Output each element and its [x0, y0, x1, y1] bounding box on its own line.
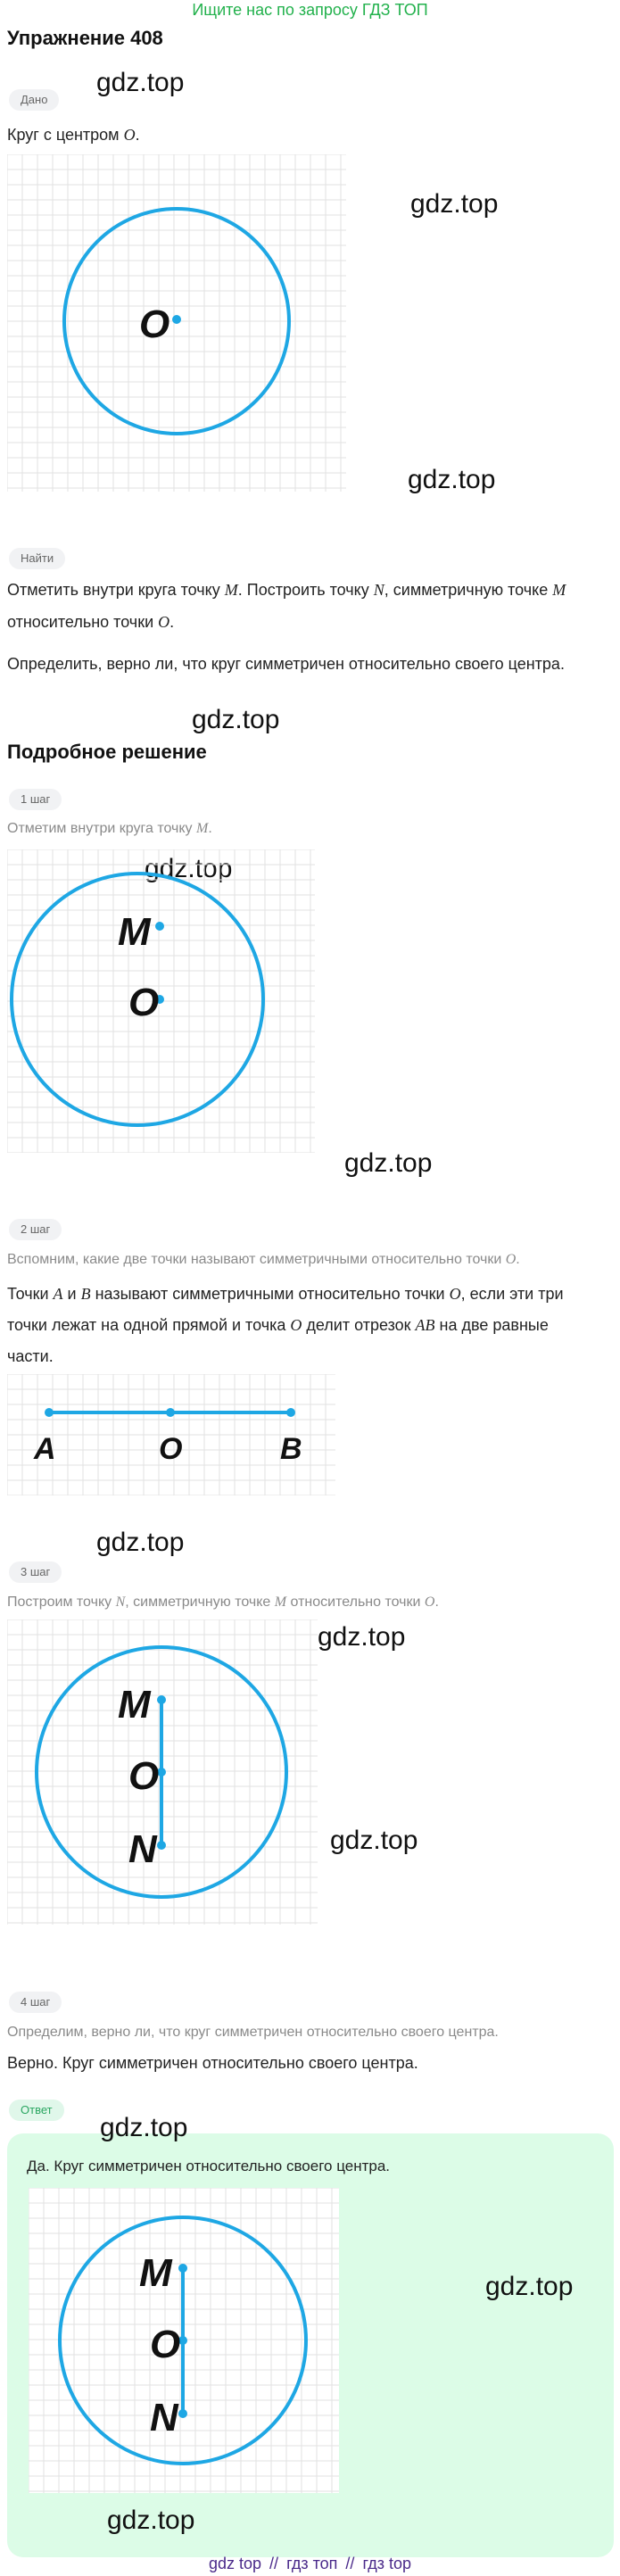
- find-line-3: Определить, верно ли, что круг симметричен относительно своего центра.: [7, 655, 565, 673]
- watermark: gdz.top: [96, 1528, 185, 1557]
- figure-step1: [7, 849, 315, 1153]
- point-b: [286, 1408, 295, 1417]
- label-m: M: [118, 910, 151, 954]
- answer-text: Да. Круг симметричен относительно своего центра.: [27, 2158, 391, 2174]
- step1-badge: 1 шаг: [9, 789, 62, 810]
- label-b: B: [280, 1432, 302, 1466]
- watermark: gdz.top: [107, 2506, 195, 2535]
- watermark: gdz.top: [344, 1148, 433, 1178]
- given-badge: Дано: [9, 89, 59, 111]
- step2-line-3: части.: [7, 1347, 54, 1365]
- footer-separator: //: [269, 2555, 279, 2572]
- step3-badge: 3 шаг: [9, 1561, 62, 1583]
- point-o: [172, 315, 181, 324]
- step3-text: Построим точку N, симметричную точке M относительно точки O.: [7, 1594, 439, 1610]
- find-line-1: Отметить внутри круга точку M. Построить точку N, симметричную точке M: [7, 581, 566, 599]
- footer-separator: //: [345, 2555, 355, 2572]
- find-badge: Найти: [9, 548, 65, 569]
- point-m: [157, 1695, 166, 1704]
- step2-gray: Вспомним, какие две точки называют симметричными относительно точки O.: [7, 1252, 520, 1267]
- point-a: [45, 1408, 54, 1417]
- label-a: A: [34, 1432, 56, 1466]
- label-n: N: [150, 2396, 178, 2439]
- watermark: gdz.top: [318, 1622, 406, 1652]
- watermark: gdz.top: [96, 68, 185, 97]
- point-m: [155, 922, 164, 931]
- watermark: gdz.top: [145, 854, 233, 883]
- label-o: O: [150, 2323, 181, 2366]
- page-title: Упражнение 408: [7, 27, 163, 49]
- label-n: N: [128, 1827, 157, 1871]
- label-o: O: [128, 981, 160, 1024]
- watermark: gdz.top: [410, 189, 499, 219]
- step4-badge: 4 шаг: [9, 1992, 62, 2013]
- watermark: gdz.top: [485, 2272, 574, 2301]
- point-n: [178, 2409, 187, 2418]
- watermark: gdz.top: [192, 705, 280, 734]
- footer-link-gdz-top-mixed[interactable]: гдз top: [362, 2555, 411, 2572]
- solution-title: Подробное решение: [7, 741, 207, 763]
- search-hint-link[interactable]: Ищите нас по запросу ГДЗ ТОП: [192, 1, 428, 19]
- watermark: gdz.top: [330, 1826, 418, 1855]
- point-o: [166, 1408, 175, 1417]
- watermark: gdz.top: [408, 465, 496, 494]
- step2-badge: 2 шаг: [9, 1219, 62, 1240]
- figure-step2-segment: [7, 1374, 335, 1495]
- point-n: [157, 1841, 166, 1850]
- label-m: M: [139, 2251, 172, 2295]
- footer-link-gdz-top[interactable]: gdz top: [208, 2555, 262, 2572]
- watermark: gdz.top: [100, 2113, 188, 2142]
- answer-badge: Ответ: [9, 2100, 64, 2121]
- figure-answer: [29, 2188, 339, 2493]
- label-o: O: [139, 302, 170, 346]
- label-o: O: [128, 1754, 160, 1798]
- label-o: O: [159, 1432, 183, 1466]
- find-line-2: относительно точки O.: [7, 613, 175, 631]
- footer-links: [0, 2555, 620, 2573]
- figure-step3: [7, 1619, 318, 1925]
- label-m: M: [118, 1683, 151, 1727]
- step2-line-2: точки лежат на одной прямой и точка O делит отрезок AB на две равные: [7, 1316, 549, 1334]
- footer-link-gdz-top-ru[interactable]: гдз топ: [286, 2555, 338, 2572]
- figure-given-circle: [7, 154, 346, 492]
- step1-text: Отметим внутри круга точку M.: [7, 821, 212, 836]
- step4-text: Верно. Круг симметричен относительно своего центра.: [7, 2054, 418, 2072]
- given-text: Круг с центром O.: [7, 126, 140, 144]
- step2-line-1: Точки A и B называют симметричными относительно точки O, если эти три: [7, 1285, 564, 1303]
- step4-gray: Определим, верно ли, что круг симметричен относительно своего центра.: [7, 2025, 499, 2040]
- point-m: [178, 2264, 187, 2273]
